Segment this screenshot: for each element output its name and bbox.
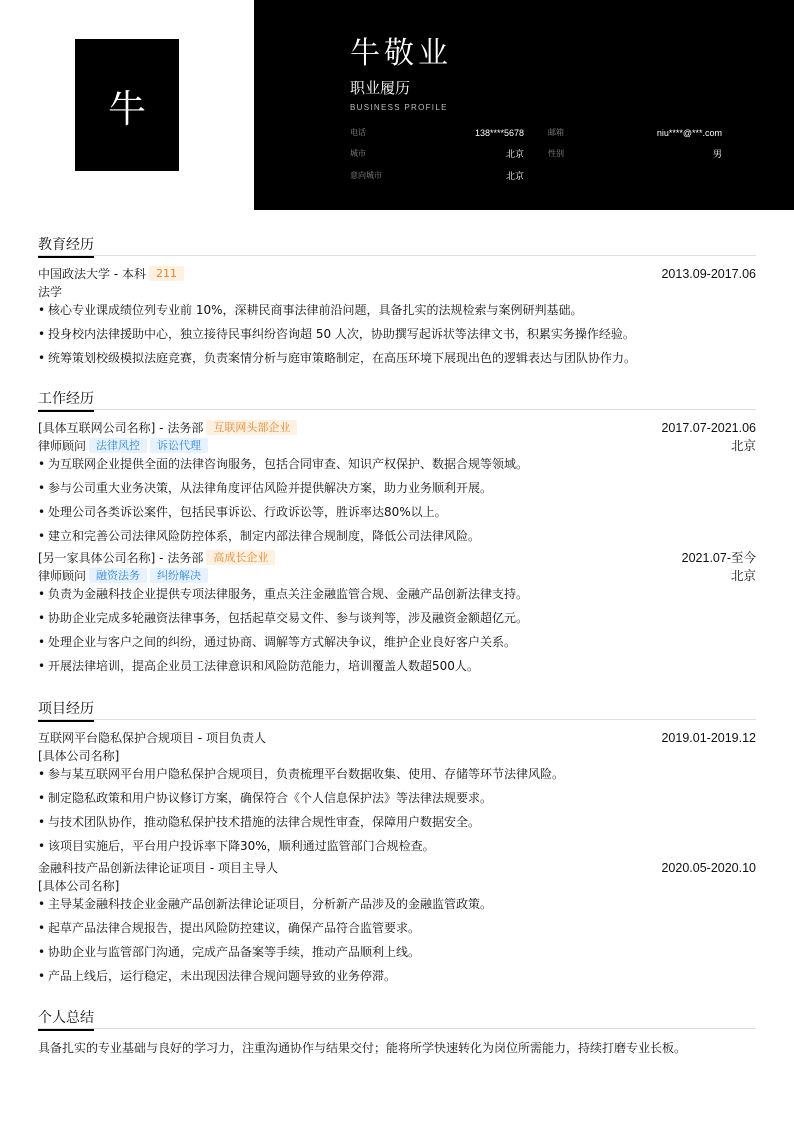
entry-date: 2020.05-2020.10 xyxy=(661,861,756,875)
entry-subheader xyxy=(38,437,756,455)
entry-date: 2021.07-至今 xyxy=(681,551,756,565)
info-target-city xyxy=(350,169,524,183)
project-company: [具体公司名称] xyxy=(38,879,120,893)
bullet-item: • 统筹策划校级模拟法庭竞赛，负责案情分析与庭审策略制定，在高压环境下展现出色的逻辑表达与团队协作力。 xyxy=(38,349,756,367)
info-label: 电话 xyxy=(350,128,366,137)
header-banner xyxy=(254,0,794,210)
info-city xyxy=(350,147,524,161)
bullet-item: • 负责为金融科技企业提供专项法律服务，重点关注金融监管合规、金融产品创新法律支持。 xyxy=(38,585,756,603)
bullet-item: • 参与公司重大业务决策，从法律角度评估风险并提供解决方案，助力业务顺利开展。 xyxy=(38,479,756,497)
bullet-item: • 协助企业完成多轮融资法律事务，包括起草交易文件、参与谈判等，涉及融资金额超亿元。 xyxy=(38,609,756,627)
work-entry xyxy=(38,549,756,675)
project-name: 金融科技产品创新法律论证项目 - 项目主导人 xyxy=(38,861,278,875)
bullet-item: • 与技术团队协作，推动隐私保护技术措施的法律合规性审查，保障用户数据安全。 xyxy=(38,813,756,831)
info-value: 北京 xyxy=(505,149,524,159)
role-name: 律师顾问 xyxy=(38,569,87,583)
entry-subheader xyxy=(38,747,756,765)
avatar xyxy=(75,39,179,171)
bullet-item: • 协助企业与监管部门沟通，完成产品备案等手续，推动产品顺利上线。 xyxy=(38,943,756,961)
entry-subheader xyxy=(38,567,756,585)
section-title: 工作经历 xyxy=(38,390,94,412)
bullet-item: • 该项目实施后，平台用户投诉率下降30%，顺利通过监管部门合规检查。 xyxy=(38,837,756,855)
entry-header xyxy=(38,859,756,877)
entry-subheader xyxy=(38,283,756,301)
company-tag: 高成长企业 xyxy=(206,550,275,565)
bullet-item: • 投身校内法律援助中心，独立接待民事纠纷咨询超 50 人次，协助撰写起诉状等法律文书，积累实务操作经验。 xyxy=(38,325,756,343)
document-title: 职业履历 xyxy=(350,79,411,97)
info-value: 男 xyxy=(712,149,722,159)
bullet-item: • 建立和完善公司法律风险防控体系，制定内部法律合规制度，降低公司法律风险。 xyxy=(38,527,756,545)
entry-date: 2017.07-2021.06 xyxy=(661,421,756,435)
work-section xyxy=(38,387,756,675)
entry-header xyxy=(38,729,756,747)
section-title: 个人总结 xyxy=(38,1009,94,1031)
info-email xyxy=(548,126,722,140)
bullet-item: • 起草产品法律合规报告，提出风险防控建议，确保产品符合监管要求。 xyxy=(38,919,756,937)
info-value: 138****5678 xyxy=(474,128,524,138)
info-label: 意向城市 xyxy=(350,171,382,180)
summary-section xyxy=(38,1006,756,1057)
role-name: 律师顾问 xyxy=(38,439,87,453)
bullet-item: • 核心专业课成绩位列专业前 10%，深耕民商事法律前沿问题，具备扎实的法规检索与案例研判基础。 xyxy=(38,301,756,319)
major-name: 法学 xyxy=(38,285,63,299)
bullet-item: • 处理企业与客户之间的纠纷，通过协商、调解等方式解决争议，维护企业良好客户关系。 xyxy=(38,633,756,651)
section-header xyxy=(38,697,756,720)
entry-header xyxy=(38,549,756,567)
info-value: 北京 xyxy=(505,171,524,181)
bullet-item: • 参与某互联网平台用户隐私保护合规项目，负责梳理平台数据收集、使用、存储等环节法律风险。 xyxy=(38,765,756,783)
role-tag: 诉讼代理 xyxy=(150,438,208,453)
entry-header xyxy=(38,419,756,437)
school-name: 中国政法大学 - 本科 xyxy=(38,267,146,281)
info-label: 城市 xyxy=(350,149,366,158)
project-name: 互联网平台隐私保护合规项目 - 项目负责人 xyxy=(38,731,266,745)
section-title: 项目经历 xyxy=(38,700,94,722)
bullet-item: • 制定隐私政策和用户协议修订方案，确保符合《个人信息保护法》等法律法规要求。 xyxy=(38,789,756,807)
summary-text: 具备扎实的专业基础与良好的学习力，注重沟通协作与结果交付；能将所学快速转化为岗位所需能力，持续打磨专业长板。 xyxy=(38,1041,687,1055)
project-company: [具体公司名称] xyxy=(38,749,120,763)
entry-date: 2019.01-2019.12 xyxy=(661,731,756,745)
company-name: [具体互联网公司名称] - 法务部 xyxy=(38,421,204,435)
entry-city: 北京 xyxy=(730,439,756,453)
info-label: 邮箱 xyxy=(548,128,564,137)
document-subtitle: BUSINESS PROFILE xyxy=(350,103,448,112)
school-tag: 211 xyxy=(149,266,184,281)
section-header xyxy=(38,1006,756,1029)
entry-date: 2013.09-2017.06 xyxy=(661,267,756,281)
candidate-name: 牛敬业 xyxy=(350,36,452,71)
projects-section xyxy=(38,697,756,985)
education-entry xyxy=(38,265,756,367)
project-entry xyxy=(38,729,756,855)
info-value: niu****@***.com xyxy=(656,128,722,138)
role-tag: 纠纷解决 xyxy=(150,568,208,583)
section-title: 教育经历 xyxy=(38,236,94,258)
role-tag: 法律风控 xyxy=(89,438,147,453)
entry-city: 北京 xyxy=(730,569,756,583)
avatar-initial: 牛 xyxy=(107,86,146,131)
section-header xyxy=(38,387,756,410)
bullet-item: • 处理公司各类诉讼案件，包括民事诉讼、行政诉讼等，胜诉率达80%以上。 xyxy=(38,503,756,521)
bullet-item: • 主导某金融科技企业金融产品创新法律论证项目，分析新产品涉及的金融监管政策。 xyxy=(38,895,756,913)
education-section xyxy=(38,233,756,367)
info-gender xyxy=(548,147,722,161)
entry-header xyxy=(38,265,756,283)
company-tag: 互联网头部企业 xyxy=(206,420,297,435)
role-tag: 融资法务 xyxy=(89,568,147,583)
bullet-item: • 开展法律培训，提高企业员工法律意识和风险防范能力，培训覆盖人数超500人。 xyxy=(38,657,756,675)
section-header xyxy=(38,233,756,256)
bullet-item: • 产品上线后，运行稳定，未出现因法律合规问题导致的业务停滞。 xyxy=(38,967,756,985)
company-name: [另一家具体公司名称] - 法务部 xyxy=(38,551,204,565)
info-label: 性别 xyxy=(548,149,564,158)
bullet-item: • 为互联网企业提供全面的法律咨询服务，包括合同审查、知识产权保护、数据合规等领域。 xyxy=(38,455,756,473)
project-entry xyxy=(38,859,756,985)
work-entry xyxy=(38,419,756,545)
entry-subheader xyxy=(38,877,756,895)
info-phone xyxy=(350,126,524,140)
